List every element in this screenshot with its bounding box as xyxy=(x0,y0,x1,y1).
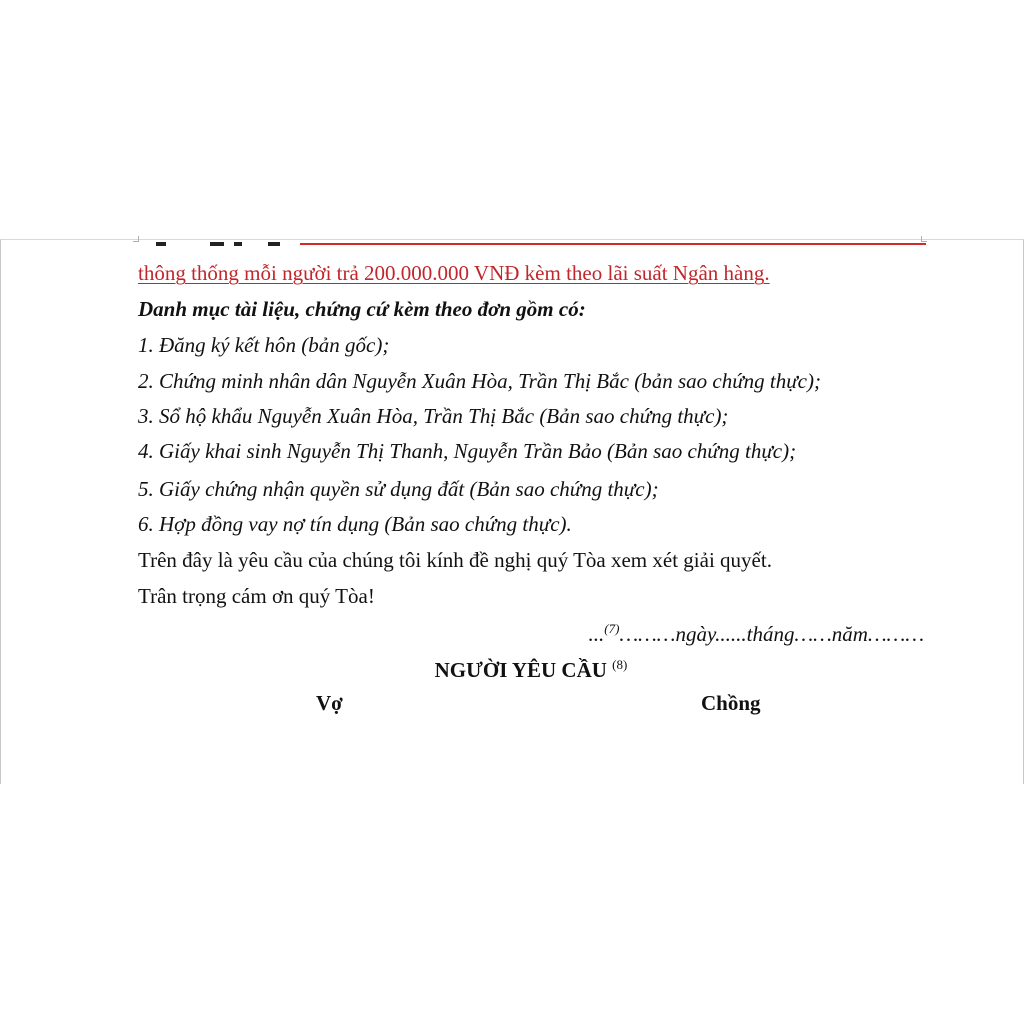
date-placeholder: ………ngày......tháng……năm……… xyxy=(619,622,924,646)
date-prefix: ... xyxy=(588,622,605,646)
cropped-glyph xyxy=(210,242,224,246)
cropped-text-line xyxy=(138,232,926,248)
cropped-glyph xyxy=(268,242,280,246)
wife-signature-label: Vợ xyxy=(316,691,343,715)
list-item: 3. Sổ hộ khẩu Nguyễn Xuân Hòa, Trần Thị Bắc (Bản sao chứng thực); xyxy=(138,404,729,428)
closing-request: Trên đây là yêu cầu của chúng tôi kính đề nghị quý Tòa xem xét giải quyết. xyxy=(138,548,772,572)
date-line xyxy=(589,621,924,647)
list-item: 4. Giấy khai sinh Nguyễn Thị Thanh, Nguyễn Trần Bảo (Bản sao chứng thực); xyxy=(138,439,797,463)
list-item: 6. Hợp đồng vay nợ tín dụng (Bản sao chứng thực). xyxy=(138,512,572,536)
cropped-glyph xyxy=(156,242,166,246)
footnote-8: (8) xyxy=(612,657,628,672)
cropped-red-underline xyxy=(300,243,926,245)
footnote-7: (7) xyxy=(604,621,620,636)
requester-title xyxy=(0,657,1024,683)
husband-signature-label: Chồng xyxy=(701,691,761,715)
requester-label: NGƯỜI YÊU CẦU xyxy=(434,658,607,682)
list-item: 5. Giấy chứng nhận quyền sử dụng đất (Bản sao chứng thực); xyxy=(138,477,659,501)
red-underlined-text: thông thống mỗi người trả 200.000.000 VNĐ kèm theo lãi suất Ngân hàng. xyxy=(138,261,770,285)
list-item: 1. Đăng ký kết hôn (bản gốc); xyxy=(138,333,390,357)
attachment-list-heading: Danh mục tài liệu, chứng cứ kèm theo đơn gồm có: xyxy=(138,297,586,321)
closing-thanks: Trân trọng cám ơn quý Tòa! xyxy=(138,584,375,608)
list-item: 2. Chứng minh nhân dân Nguyễn Xuân Hòa, Trần Thị Bắc (bản sao chứng thực); xyxy=(138,369,821,393)
cropped-glyph xyxy=(234,242,242,246)
